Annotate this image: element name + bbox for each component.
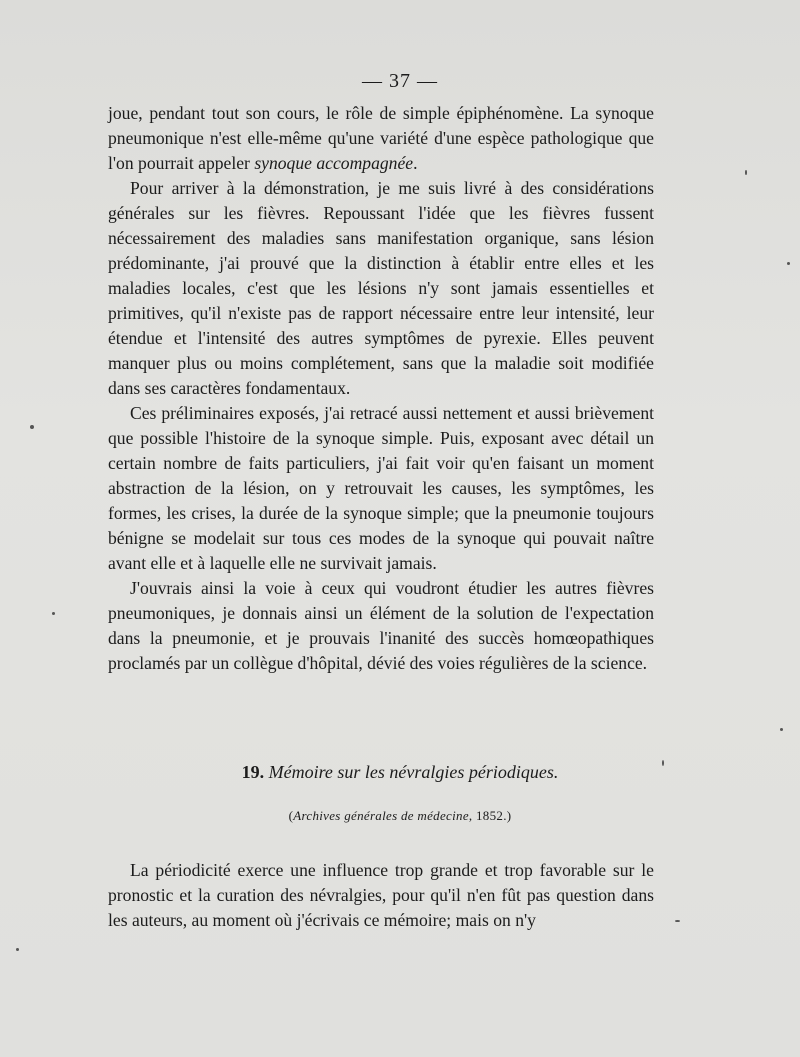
paragraph-1-text: joue, pendant tout son cours, le rôle de simple épiphénomène. La synoque pneumonique n'est elle-même qu'une variété d'une espèce pathologique que l'on pourrait appeler — [108, 103, 654, 173]
main-text-block — [108, 101, 654, 676]
paragraph-1-tail: . — [413, 153, 418, 173]
page-number: — 37 — — [362, 70, 438, 92]
paragraph-3: Ces préliminaires exposés, j'ai retracé aussi nettement et aussi brièvement que possible l'histoire de la synoque simple. Puis, exposant avec détail un certain nombre de faits particuliers, j'ai fait voir qu'en faisant un moment abstraction de la lésion, on y retrouvait les causes, les symptômes, les formes, les crises, la durée de la synoque simple; que la pneumonie toujours bénigne se modelait sur tous ces modes de la synoque qui pouvait naître avant elle et à laquelle elle ne survivait jamais. — [108, 403, 654, 573]
paragraph-1 — [108, 101, 654, 176]
section-title: Mémoire sur les névralgies périodiques. — [268, 762, 559, 782]
source-open-paren: ( — [288, 808, 294, 823]
paragraph-4: J'ouvrais ainsi la voie à ceux qui voudront étudier les autres fièvres pneumoniques, je donnais ainsi un élément de la solution de l'expectation dans la pneumonie, et je prouvais l'inanité des succès homœopathiques proclamés par un collègue d'hôpital, dévié des voies régulières de la science. — [108, 578, 654, 673]
section-number: 19. — [241, 762, 265, 782]
source-journal: Archives générales de médecine — [293, 808, 469, 823]
section-text-block — [108, 858, 654, 933]
source-year: , 1852.) — [468, 808, 512, 823]
section-heading — [0, 762, 800, 783]
section-paragraph-1: La périodicité exerce une influence trop grande et trop favorable sur le pronostic et la curation des névralgies, pour qu'il n'en fût pas question dans les auteurs, au moment où j'écrivais ce mémoire; mais on n'y — [108, 860, 654, 930]
paragraph-1-italic: synoque accompagnée — [254, 153, 414, 173]
paragraph-2: Pour arriver à la démonstration, je me suis livré à des considérations générales sur les fièvres. Repoussant l'idée que les fièvres fussent nécessairement des maladies sans manifestation organique, sans lésion prédominante, j'ai prouvé que la distinction à établir entre elles et les maladies locales, c'est que les lésions n'y sont jamais essentielles et primitives, qu'il n'existe pas de rapport nécessaire entre leur intensité, leur étendue et l'intensité des autres symptômes de pyrexie. Elles peuvent manquer plus ou moins complétement, sans que la maladie soit modifiée dans ses caractères fondamentaux. — [108, 178, 654, 398]
source-citation — [0, 808, 800, 824]
